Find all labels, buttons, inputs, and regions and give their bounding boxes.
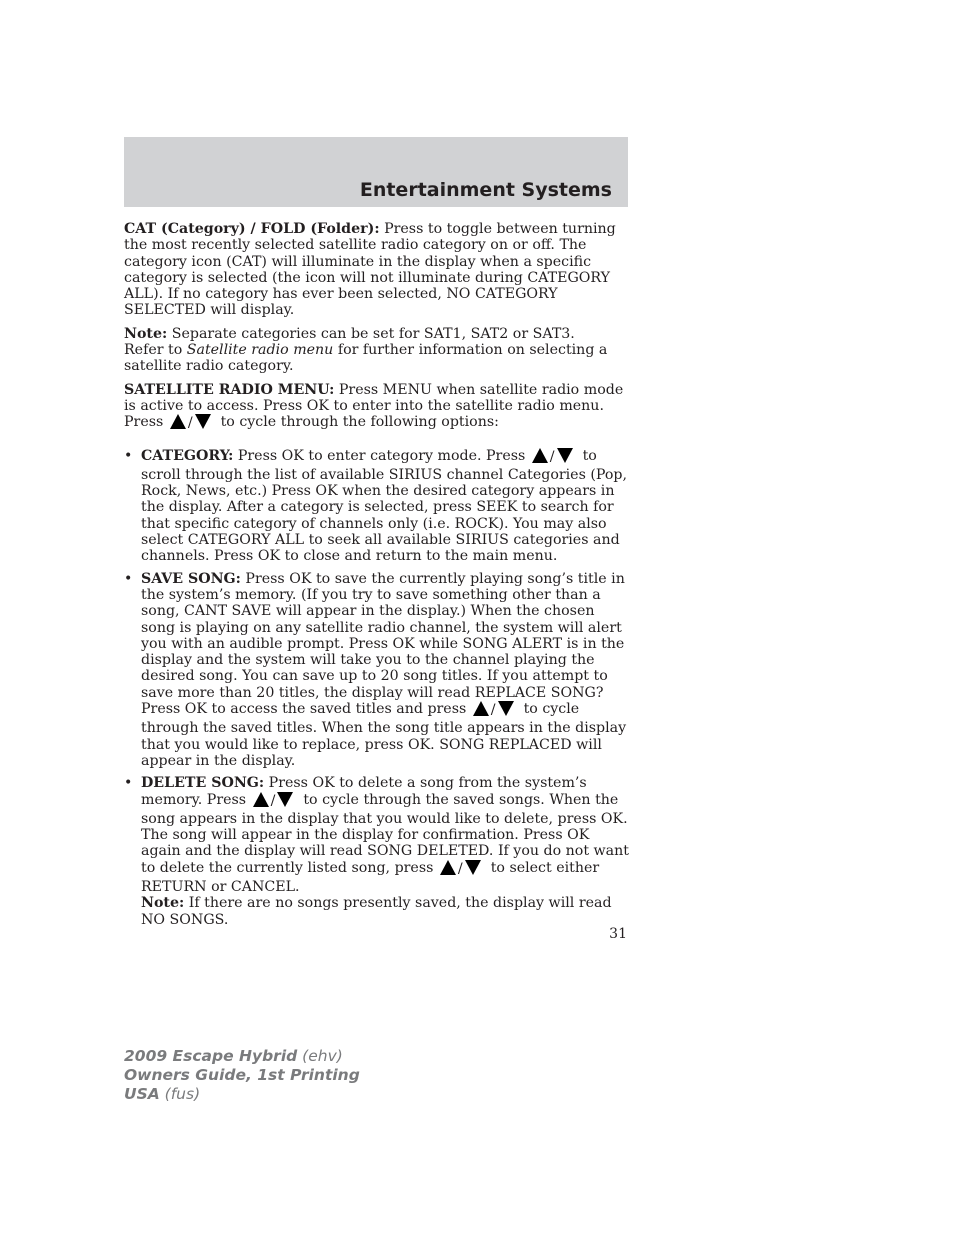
footer [124, 1047, 360, 1104]
satellite-radio-menu-reference: Satellite radio menu [186, 342, 334, 359]
note-text: Separate categories can be set for SAT1, SAT2 or SAT3. [167, 325, 575, 342]
separator-slash: / [549, 448, 555, 465]
cat-text: Press to toggle between turning the most recently selected satellite radio category on or off. The category icon (CAT) will illuminate in the display when a specific category is selected (the icon will not illuminate during CATEGORY ALL). If no category has ever been selected, NO CATEGORY SELECTED will display. [124, 221, 616, 319]
footer-market: USA [124, 1085, 160, 1103]
footer-line-3 [124, 1085, 360, 1104]
footer-market-code: (fus) [159, 1085, 201, 1103]
menu-text: Press MENU when satellite radio mode is active to access. Press OK to enter into the satellite radio menu. [124, 381, 624, 414]
up-arrow-icon [440, 860, 456, 875]
footer-model: 2009 Escape Hybrid [124, 1047, 298, 1065]
options-list [124, 448, 632, 928]
down-arrow-icon [557, 448, 573, 463]
footer-model-code: (ehv) [297, 1047, 343, 1065]
delete-song-text-a: Press OK to delete a song from the system’s memory. Press [141, 775, 587, 808]
up-arrow-icon [170, 414, 186, 429]
page-content [124, 221, 632, 934]
down-arrow-icon [465, 860, 481, 875]
separator-slash: / [270, 792, 276, 809]
footer-line-2 [124, 1066, 360, 1085]
section-header-band [124, 137, 628, 207]
up-down-arrows [170, 414, 211, 433]
delete-song-label: DELETE SONG: [141, 775, 265, 792]
delete-note-label: Note: [141, 895, 185, 912]
menu-paragraph [124, 382, 632, 434]
category-label: CATEGORY: [141, 447, 234, 464]
up-down-arrows [532, 448, 573, 467]
delete-note-text: If there are no songs presently saved, the display will read NO SONGS. [141, 895, 612, 928]
save-song-text-a: Press OK to save the currently playing song’s title in the system’s memory. (If you try to save something other than a song, CANT SAVE will appear in the display.) When the chosen song is playing on any satellite radio channel, the system will alert you with an audible prompt. Press OK while SONG ALERT is in the display and the system will take you to the channel playing the desired song. You can save up to 20 song titles. If you attempt to save more than 20 titles, the display will read REPLACE SONG? Press OK to access the saved titles and press [141, 570, 625, 718]
down-arrow-icon [498, 701, 514, 716]
up-down-arrows [253, 792, 294, 811]
section-title: Entertainment Systems [359, 179, 612, 201]
up-down-arrows [473, 701, 514, 720]
cat-paragraph [124, 221, 632, 319]
note-label: Note: [124, 325, 168, 342]
note-paragraph [124, 326, 632, 375]
footer-guide: Owners Guide, 1st Printing [124, 1066, 360, 1084]
list-item-save-song [124, 571, 632, 770]
press-pre: Press [124, 414, 164, 431]
save-song-label: SAVE SONG: [141, 570, 241, 587]
bullet-icon: • [124, 775, 133, 792]
separator-slash: / [187, 415, 193, 432]
up-arrow-icon [473, 701, 489, 716]
separator-slash: / [490, 702, 496, 719]
cat-heading: CAT (Category) / FOLD (Folder): [124, 221, 380, 237]
separator-slash: / [457, 860, 463, 877]
down-arrow-icon [277, 792, 293, 807]
list-item-delete-song [124, 775, 632, 928]
save-song-text-b: to cycle through the saved titles. When the song title appears in the display that you would like to replace, press OK. SONG REPLACED will appear in the display. [141, 701, 627, 769]
delete-song-text-c: to select either RETURN or CANCEL. [141, 859, 600, 895]
list-item-category [124, 448, 632, 565]
delete-song-text-b: to cycle through the saved songs. When the song appears in the display that you would like to delete, press OK. The song will appear in the display for confirmation. Press OK again and the display will read SONG DELETED. If you do not want to delete the currently listed song, press [141, 791, 629, 876]
menu-heading: SATELLITE RADIO MENU: [124, 381, 335, 398]
category-text-a: Press OK to enter category mode. Press [233, 447, 526, 464]
press-post: to cycle through the following options: [220, 414, 499, 431]
bullet-icon: • [124, 570, 133, 587]
category-text-b: to scroll through the list of available SIRIUS channel Categories (Pop, Rock, News, etc.) Press OK when the desired category appears in the display. After a category is selected, press SEEK to search for that specific category of channels only (i.e. ROCK). You may also select CATEGORY ALL to seek all available SIRIUS categories and channels. Press OK to close and return to the main menu. [141, 447, 628, 565]
up-down-arrows [440, 860, 481, 879]
bullet-icon: • [124, 447, 133, 464]
footer-line-1 [124, 1047, 360, 1066]
page-number: 31 [609, 926, 627, 942]
down-arrow-icon [195, 414, 211, 429]
up-arrow-icon [253, 792, 269, 807]
refer-pre: Refer to [124, 342, 187, 359]
up-arrow-icon [532, 448, 548, 463]
refer-post: for further information on selecting a satellite radio category. [124, 342, 608, 375]
